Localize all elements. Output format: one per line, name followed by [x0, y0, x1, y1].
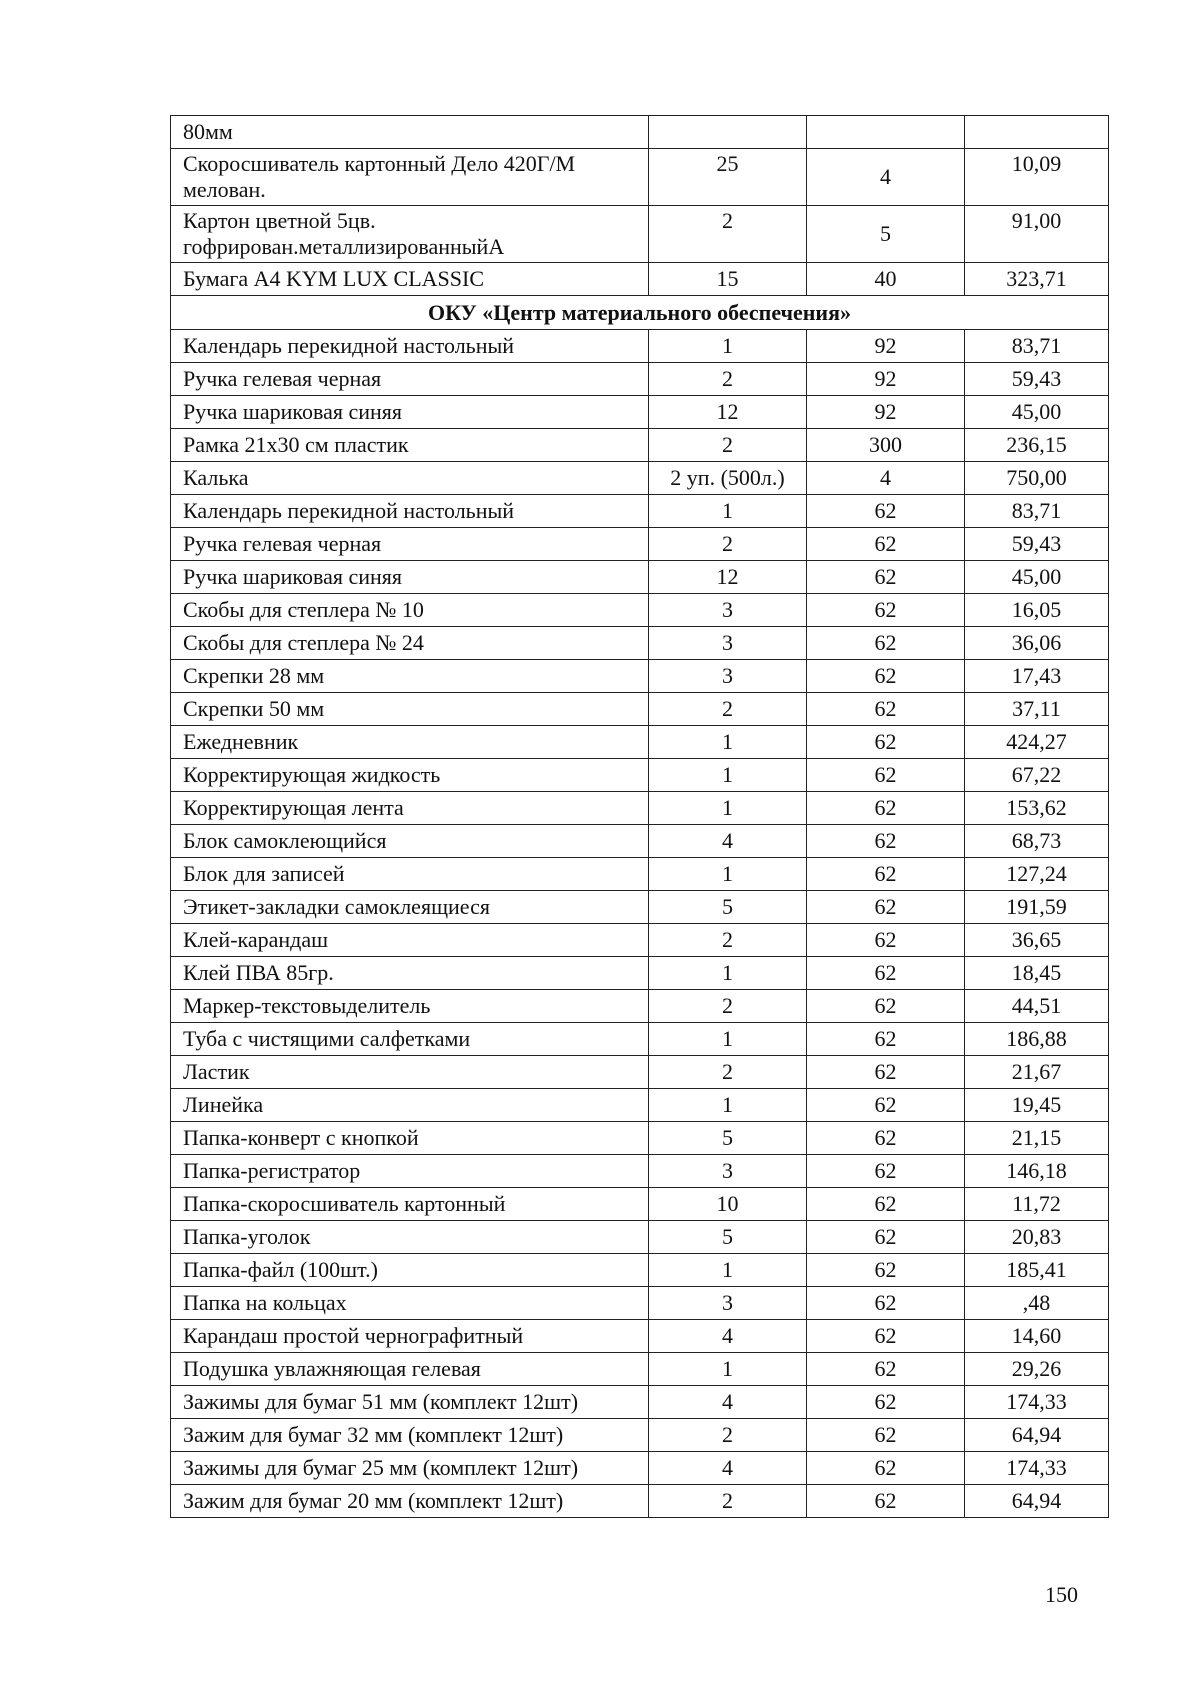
item-name-cell: Туба с чистящими салфетками: [171, 1023, 649, 1056]
quantity-cell: 2: [649, 990, 807, 1023]
count-cell: 62: [807, 825, 965, 858]
item-name-cell: Календарь перекидной настольный: [171, 330, 649, 363]
quantity-cell: 3: [649, 660, 807, 693]
table-row: [171, 1419, 1109, 1452]
item-name-cell: Линейка: [171, 1089, 649, 1122]
table-row: [171, 462, 1109, 495]
quantity-cell: 12: [649, 561, 807, 594]
item-name-cell: Подушка увлажняющая гелевая: [171, 1353, 649, 1386]
section-row: [171, 296, 1109, 330]
price-cell: 424,27: [965, 726, 1109, 759]
count-cell: 92: [807, 330, 965, 363]
table-row: [171, 429, 1109, 462]
table-row: [171, 594, 1109, 627]
page-number: 150: [1045, 1582, 1078, 1607]
count-cell: 62: [807, 1221, 965, 1254]
count-cell: 62: [807, 1353, 965, 1386]
count-cell: 92: [807, 363, 965, 396]
table-row: [171, 1320, 1109, 1353]
table-row: [171, 759, 1109, 792]
count-cell: 62: [807, 1056, 965, 1089]
quantity-cell: 2: [649, 1419, 807, 1452]
quantity-cell: [649, 116, 807, 149]
count-cell: 62: [807, 693, 965, 726]
quantity-cell: 5: [649, 1221, 807, 1254]
item-name-cell: Ластик: [171, 1056, 649, 1089]
count-cell: 62: [807, 1485, 965, 1518]
quantity-cell: 2: [649, 1485, 807, 1518]
table-row: [171, 858, 1109, 891]
count-cell: 300: [807, 429, 965, 462]
count-cell: 62: [807, 957, 965, 990]
count-cell: 62: [807, 1452, 965, 1485]
quantity-cell: 2: [649, 363, 807, 396]
table-row: [171, 990, 1109, 1023]
quantity-cell: 25: [649, 149, 807, 206]
table-row: [171, 924, 1109, 957]
item-name-cell: Калька: [171, 462, 649, 495]
table-row: [171, 1155, 1109, 1188]
count-cell: 62: [807, 495, 965, 528]
item-name-cell: Папка-файл (100шт.): [171, 1254, 649, 1287]
item-name-cell: Корректирующая жидкость: [171, 759, 649, 792]
table-row: [171, 396, 1109, 429]
quantity-cell: 2: [649, 429, 807, 462]
count-cell: 62: [807, 660, 965, 693]
table-row: [171, 1056, 1109, 1089]
item-name-cell: Скрепки 50 мм: [171, 693, 649, 726]
item-name-cell: Зажим для бумаг 32 мм (комплект 12шт): [171, 1419, 649, 1452]
item-name-cell: Картон цветной 5цв. гофрирован.металлизированныйА: [171, 206, 649, 263]
item-name-cell: Скобы для степлера № 10: [171, 594, 649, 627]
quantity-cell: 1: [649, 1089, 807, 1122]
quantity-cell: 3: [649, 1287, 807, 1320]
price-cell: 185,41: [965, 1254, 1109, 1287]
table-row: [171, 627, 1109, 660]
item-name-cell: Ручка шариковая синяя: [171, 561, 649, 594]
table-row: [171, 660, 1109, 693]
count-cell: 62: [807, 990, 965, 1023]
quantity-cell: 4: [649, 1452, 807, 1485]
price-cell: 11,72: [965, 1188, 1109, 1221]
item-name-cell: 80мм: [171, 116, 649, 149]
count-cell: 4: [807, 462, 965, 495]
item-name-cell: Папка-уголок: [171, 1221, 649, 1254]
count-cell: 62: [807, 891, 965, 924]
count-cell: 62: [807, 1122, 965, 1155]
price-cell: 29,26: [965, 1353, 1109, 1386]
item-name-cell: Папка-конверт с кнопкой: [171, 1122, 649, 1155]
supplies-table-body: [171, 116, 1109, 1518]
table-row: [171, 726, 1109, 759]
price-cell: 16,05: [965, 594, 1109, 627]
quantity-cell: 4: [649, 825, 807, 858]
count-cell: 62: [807, 1089, 965, 1122]
price-cell: 19,45: [965, 1089, 1109, 1122]
item-name-cell: Блок самоклеющийся: [171, 825, 649, 858]
count-cell: 62: [807, 594, 965, 627]
price-cell: 750,00: [965, 462, 1109, 495]
price-cell: 45,00: [965, 561, 1109, 594]
item-name-cell: Ручка шариковая синяя: [171, 396, 649, 429]
count-cell: 62: [807, 792, 965, 825]
table-row: [171, 792, 1109, 825]
item-name-cell: Папка на кольцах: [171, 1287, 649, 1320]
item-name-cell: Ручка гелевая черная: [171, 528, 649, 561]
price-cell: 67,22: [965, 759, 1109, 792]
count-cell: 62: [807, 1320, 965, 1353]
quantity-cell: 1: [649, 1254, 807, 1287]
quantity-cell: 1: [649, 792, 807, 825]
item-name-cell: Рамка 21х30 см пластик: [171, 429, 649, 462]
quantity-cell: 1: [649, 330, 807, 363]
table-row: [171, 1452, 1109, 1485]
table-row: [171, 495, 1109, 528]
quantity-cell: 10: [649, 1188, 807, 1221]
item-name-cell: Зажим для бумаг 20 мм (комплект 12шт): [171, 1485, 649, 1518]
quantity-cell: 1: [649, 858, 807, 891]
price-cell: 323,71: [965, 263, 1109, 296]
item-name-cell: Зажимы для бумаг 51 мм (комплект 12шт): [171, 1386, 649, 1419]
price-cell: 36,65: [965, 924, 1109, 957]
quantity-cell: 1: [649, 495, 807, 528]
table-row: [171, 1023, 1109, 1056]
quantity-cell: 1: [649, 1353, 807, 1386]
item-name-cell: Ручка гелевая черная: [171, 363, 649, 396]
price-cell: 146,18: [965, 1155, 1109, 1188]
table-row: [171, 1188, 1109, 1221]
table-row: [171, 330, 1109, 363]
table-row: [171, 1254, 1109, 1287]
count-cell: 40: [807, 263, 965, 296]
supplies-table: [170, 115, 1109, 1518]
count-cell: 62: [807, 1155, 965, 1188]
item-name-cell: Скобы для степлера № 24: [171, 627, 649, 660]
item-name-cell: Папка-скоросшиватель картонный: [171, 1188, 649, 1221]
table-row: [171, 1221, 1109, 1254]
item-name-cell: Карандаш простой чернографитный: [171, 1320, 649, 1353]
table-row: [171, 1122, 1109, 1155]
table-row: [171, 206, 1109, 263]
item-name-cell: Скрепки 28 мм: [171, 660, 649, 693]
price-cell: 153,62: [965, 792, 1109, 825]
table-row: [171, 561, 1109, 594]
price-cell: 44,51: [965, 990, 1109, 1023]
price-cell: 21,15: [965, 1122, 1109, 1155]
item-name-cell: Клей-карандаш: [171, 924, 649, 957]
price-cell: 37,11: [965, 693, 1109, 726]
item-name-cell: Блок для записей: [171, 858, 649, 891]
table-row: [171, 957, 1109, 990]
item-name-cell: Маркер-текстовыделитель: [171, 990, 649, 1023]
quantity-cell: 1: [649, 726, 807, 759]
table-row: [171, 528, 1109, 561]
price-cell: 17,43: [965, 660, 1109, 693]
table-row: [171, 825, 1109, 858]
count-cell: 4: [807, 149, 965, 206]
price-cell: 127,24: [965, 858, 1109, 891]
count-cell: 62: [807, 528, 965, 561]
quantity-cell: 1: [649, 759, 807, 792]
quantity-cell: 2: [649, 528, 807, 561]
count-cell: 62: [807, 1254, 965, 1287]
price-cell: 83,71: [965, 330, 1109, 363]
quantity-cell: 12: [649, 396, 807, 429]
table-row: [171, 1353, 1109, 1386]
price-cell: 174,33: [965, 1386, 1109, 1419]
count-cell: [807, 116, 965, 149]
price-cell: 10,09: [965, 149, 1109, 206]
quantity-cell: 2: [649, 1056, 807, 1089]
count-cell: 62: [807, 726, 965, 759]
table-row: [171, 363, 1109, 396]
item-name-cell: Этикет-закладки самоклеящиеся: [171, 891, 649, 924]
table-row: [171, 891, 1109, 924]
price-cell: 59,43: [965, 363, 1109, 396]
count-cell: 5: [807, 206, 965, 263]
quantity-cell: 2 уп. (500л.): [649, 462, 807, 495]
price-cell: 14,60: [965, 1320, 1109, 1353]
item-name-cell: Скоросшиватель картонный Дело 420Г/М мелован.: [171, 149, 649, 206]
price-cell: 174,33: [965, 1452, 1109, 1485]
quantity-cell: 5: [649, 1122, 807, 1155]
quantity-cell: 2: [649, 206, 807, 263]
count-cell: 62: [807, 1188, 965, 1221]
item-name-cell: Зажимы для бумаг 25 мм (комплект 12шт): [171, 1452, 649, 1485]
count-cell: 62: [807, 1023, 965, 1056]
quantity-cell: 4: [649, 1386, 807, 1419]
price-cell: 68,73: [965, 825, 1109, 858]
count-cell: 62: [807, 759, 965, 792]
price-cell: 21,67: [965, 1056, 1109, 1089]
quantity-cell: 15: [649, 263, 807, 296]
quantity-cell: 1: [649, 957, 807, 990]
quantity-cell: 5: [649, 891, 807, 924]
table-row: [171, 1485, 1109, 1518]
count-cell: 92: [807, 396, 965, 429]
table-row: [171, 1287, 1109, 1320]
item-name-cell: Бумага А4 KYM LUX CLASSIC: [171, 263, 649, 296]
quantity-cell: 3: [649, 1155, 807, 1188]
item-name-cell: Ежедневник: [171, 726, 649, 759]
item-name-cell: Корректирующая лента: [171, 792, 649, 825]
quantity-cell: 3: [649, 627, 807, 660]
quantity-cell: 2: [649, 924, 807, 957]
price-cell: 64,94: [965, 1419, 1109, 1452]
price-cell: 64,94: [965, 1485, 1109, 1518]
price-cell: 186,88: [965, 1023, 1109, 1056]
price-cell: ,48: [965, 1287, 1109, 1320]
section-title: ОКУ «Центр материального обеспечения»: [171, 296, 1109, 330]
quantity-cell: 4: [649, 1320, 807, 1353]
price-cell: 18,45: [965, 957, 1109, 990]
price-cell: 45,00: [965, 396, 1109, 429]
quantity-cell: 2: [649, 693, 807, 726]
quantity-cell: 1: [649, 1023, 807, 1056]
price-cell: 36,06: [965, 627, 1109, 660]
price-cell: 91,00: [965, 206, 1109, 263]
count-cell: 62: [807, 1386, 965, 1419]
table-row: [171, 263, 1109, 296]
price-cell: 83,71: [965, 495, 1109, 528]
table-row: [171, 1089, 1109, 1122]
price-cell: 191,59: [965, 891, 1109, 924]
table-row: [171, 116, 1109, 149]
quantity-cell: 3: [649, 594, 807, 627]
table-row: [171, 149, 1109, 206]
price-cell: 236,15: [965, 429, 1109, 462]
item-name-cell: Клей ПВА 85гр.: [171, 957, 649, 990]
count-cell: 62: [807, 627, 965, 660]
count-cell: 62: [807, 561, 965, 594]
table-row: [171, 693, 1109, 726]
price-cell: [965, 116, 1109, 149]
count-cell: 62: [807, 924, 965, 957]
count-cell: 62: [807, 1287, 965, 1320]
price-cell: 59,43: [965, 528, 1109, 561]
item-name-cell: Календарь перекидной настольный: [171, 495, 649, 528]
count-cell: 62: [807, 1419, 965, 1452]
item-name-cell: Папка-регистратор: [171, 1155, 649, 1188]
count-cell: 62: [807, 858, 965, 891]
table-row: [171, 1386, 1109, 1419]
price-cell: 20,83: [965, 1221, 1109, 1254]
